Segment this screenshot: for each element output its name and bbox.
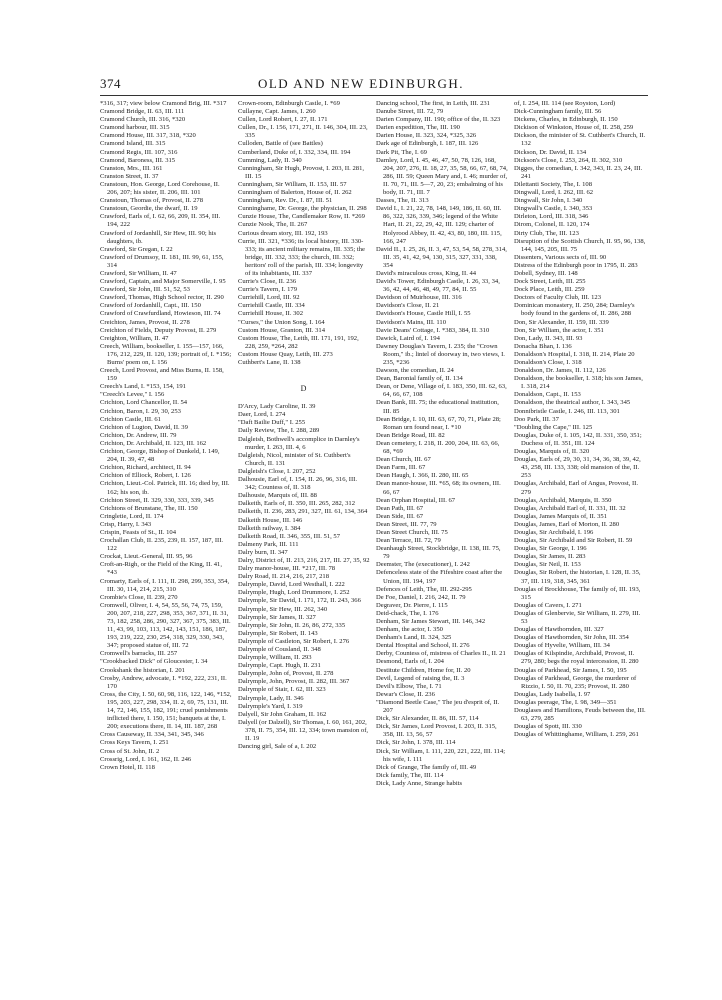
index-entry: Douglas of Whittinghame, William, I. 259, 261 xyxy=(514,731,639,739)
index-entry: Cullayne, Capt. James, I. 260 xyxy=(238,108,316,116)
index-entry: Cranston, Mrs., III. 161 xyxy=(100,164,163,172)
index-entry: Curriehill, Lord, III. 92 xyxy=(238,294,300,302)
index-entry: Dick, Lady Anne, Strange habits xyxy=(376,779,463,787)
index-entry: Douglas of Kilspindie, Archibald, Provost, II. 279, 280; begs the royal intercession, II. 280 xyxy=(514,650,639,666)
index-entry: Dalkeith House, III. 146 xyxy=(238,516,303,524)
index-entry: Crawford, Thomas, High School rector, II. 290 xyxy=(100,294,224,302)
index-entry: Danube Street, III. 72, 79 xyxy=(376,108,444,116)
index-entry: Dean, Baronial family of, II. 134 xyxy=(376,375,463,383)
index-entry: Dental Hospital and School, II. 276 xyxy=(376,642,470,650)
index-entry: Cramond harbour, III. 315 xyxy=(100,124,170,132)
index-entry: Dalrymple of Cousland, II. 348 xyxy=(238,646,321,653)
index-entry: Dalkeith Road, II. 346, 355, III. 51, 57 xyxy=(238,532,341,540)
index-entry: Douglas peerage, The, I. 98, 349—351 xyxy=(514,698,617,706)
index-entry: Dalgleish, Nicol, minister of St. Cuthbert's Church, II. 131 xyxy=(238,451,351,467)
index-entry: Douglas of Glenbervie, Sir William, II. 279, III. 53 xyxy=(514,609,641,625)
index-entry: Cullen, Lord Robert, I. 27, II. 171 xyxy=(238,116,328,124)
index-entry: of, I. 254, III. 114 (see Royston, Lord) xyxy=(514,100,616,107)
index-entry: Cramond Church, III. 316, *320 xyxy=(100,116,186,124)
index-entry: Dalgleish, Bothwell's accomplice in Darnley's murder, I. 263, III. 4, 6 xyxy=(238,435,360,451)
index-entry: Dark age of Edinburgh, I. 187, III. 126 xyxy=(376,140,479,148)
index-entry: "Crookbacked Dick" of Gloucester, I. 34 xyxy=(100,658,208,666)
index-entry: Dissenters, Various sects of, III. 90 xyxy=(514,253,607,261)
index-entry: Dean Orphan Hospital, III. 67 xyxy=(376,496,456,504)
index-entry: Disruption of the Scottish Church, II. 95, 96, 138, 144, 145, 205, III. 75 xyxy=(514,237,646,253)
index-column-1 xyxy=(100,100,232,980)
index-entry: Dean cemetery, I. 218, II. 200, 204, III. 63, 66, 68, *69 xyxy=(376,439,500,456)
index-column-3 xyxy=(376,100,508,980)
index-entry: Dalry, District of, II. 213, 216, 217, III. 27, 35, 92 xyxy=(238,556,370,564)
running-title: OLD AND NEW EDINBURGH. xyxy=(257,76,465,91)
index-entry: Deemster, The (executioner), I. 242 xyxy=(376,561,470,569)
index-entry: Crichton, Richard, architect, II. 94 xyxy=(100,464,191,472)
index-entry: Culloden, Battle of (see Battles) xyxy=(238,140,323,148)
index-entry: Dalrymple of Stair, I. 62, III. 323 xyxy=(238,686,326,694)
index-entry: Dalrymple, Capt. Hugh, II. 231 xyxy=(238,662,321,670)
index-entry: Douglas, Duke of, I. 105, 142, II. 331, 350, 351; Duchess of, II. 351, III. 124 xyxy=(514,431,642,447)
index-entry: Davie Deans' Cottage, I. *383, 384, II. 310 xyxy=(376,326,490,334)
index-entry: Donaldson, the theatrical author, I. 343, 345 xyxy=(514,399,631,407)
index-entry: Cramond Island, III. 315 xyxy=(100,140,166,148)
index-entry: Darien House, II. 323, 324, *325, 326 xyxy=(376,132,477,140)
index-entry: Dalrymple, John of, Provost, II. 278 xyxy=(238,670,334,678)
index-entry: Dick family, The, III. 114 xyxy=(376,771,444,779)
index-entry: Curriehill House, II. 302 xyxy=(238,310,304,318)
index-entry: Dawson, the comedian, II. 24 xyxy=(376,367,454,375)
index-entry: Douglas of Cavers, I. 271 xyxy=(514,601,582,609)
index-entry: Dalrymple, Sir David, I. 171, 172, II. 243, 366 xyxy=(238,597,361,605)
index-entry: Douglas, Archibald Earl of, II. 331, III. 32 xyxy=(514,504,626,512)
index-entry: Cranstoun, Hon. George, Lord Corehouse, II. 206, 207; his sister, II. 206, III. 101 xyxy=(100,180,220,197)
index-entry: Dick-Cunningham family, III. 56 xyxy=(514,108,602,116)
index-entry: Currie, III. 321, *336; its local history, III. 330-333; its ancient military remains, III. 335; the bridge, III. 332, 333; the church, III. 332; heritors' roll of the parish, III. 334; longevity of its inhabitants, III. 337 xyxy=(238,237,365,277)
section-letter-heading: D xyxy=(300,384,308,394)
index-entry: Daer, Lord, I. 274 xyxy=(238,411,286,419)
index-entry: Crochallan Club, II. 235, 239, II. 157, 187, III. 122 xyxy=(100,537,224,553)
index-entry: Dean Haugh, I. 366, II. 280, III. 65 xyxy=(376,472,469,480)
index-entry: Dalrymple, Sir John, II. 26, 86, 272, 335 xyxy=(238,621,346,629)
index-entry: David II., I. 25, 26, II. 3, 47, 53, 54, 58, 278, 314, III. 35, 41, 42, 94, 130, 315, 327, 331, 338, 354 xyxy=(376,245,507,269)
index-entry: Douglas of Parkhead, Sir James, I. 50, 195 xyxy=(514,666,627,674)
index-entry: Dick, Sir William, I. 111, 220, 221, 222, III. 114; his wife, I. 111 xyxy=(376,747,506,763)
index-entry: Douglas, Sir Archibald and Sir Robert, II. 59 xyxy=(514,537,633,545)
index-entry: Dingwall's Castle, I. 340, 353 xyxy=(514,205,593,213)
index-entry: Dean Street, III. 77, 79 xyxy=(376,520,437,528)
index-entry: Digges, the comedian, I. 342, 343, II. 23, 24, III. 241 xyxy=(514,164,643,180)
index-entry: Dingwall, Lord, I. 262, III. 62 xyxy=(514,189,594,197)
index-entry: Crichton, Lieut.-Col. Patrick, III. 16; died by, III. 162; his son, ib. xyxy=(100,480,230,496)
index-entry: Dean manor-house, III. *65, 68; its owners, III. 66, 67 xyxy=(376,480,501,496)
index-entry: Custom House Quay, Leith, III. 273 xyxy=(238,350,333,358)
index-entry: Crichton of Elliock, Robert, I. 126 xyxy=(100,472,191,480)
index-entry: Cumming, Lady, II. 340 xyxy=(238,156,302,164)
index-entry: Dalyell (or Dalzell), Sir Thomas, I. 60, 161, 202, 378, II. 75, 354, III. 12, 334; town mansion of, II. 19 xyxy=(238,718,369,743)
index-entry: Darien Company, III. 190; office of the, II. 323 xyxy=(376,116,501,124)
index-entry: Dalry burn, II. 347 xyxy=(238,548,288,556)
index-entry: Creighton, William, II. 47 xyxy=(100,334,169,342)
index-entry: Dilettanti Society, The, I. 108 xyxy=(514,180,593,188)
index-entry: Dean Farm, III. 67 xyxy=(376,464,426,472)
index-entry: Dock Street, Leith, III. 255 xyxy=(514,278,586,286)
index-entry: Dalhousie, Earl of, I. 154, II. 26, 96, 316, III. 342; Countess of, II. 318 xyxy=(238,476,358,492)
index-entry: Creech's Land, I. *153, 154, 191 xyxy=(100,383,186,391)
index-entry: Douglas, Archibald, Marquis, II. 350 xyxy=(514,496,612,504)
index-entry: Crawford of Jordanhill, Sir Hew, III. 90; his daughters, ib. xyxy=(100,229,217,245)
index-entry: Douglas, Archibald, Earl of Angus, Provost, II. 279 xyxy=(514,480,638,496)
index-entry: Cross of St. John, II. 2 xyxy=(100,747,160,755)
index-entry: David's miraculous cross, King, II. 44 xyxy=(376,269,477,277)
index-entry: Dick, Sir Alexander, II. 86, III. 57, 114 xyxy=(376,715,479,723)
index-entry: Crichton, Dr. Andrew, III. 79 xyxy=(100,431,177,439)
index-entry: Dirleton, Lord, III. 318, 346 xyxy=(514,213,589,221)
index-entry: Cullen, Dr., I. 156, 171, 271, II. 146, 304, III. 23, 335 xyxy=(238,124,368,140)
index-entry: Dean Bridge, I. 10, III. 63, 67, 70, 71, Plate 28; Roman urn found near, I. *10 xyxy=(376,415,501,431)
index-entry: Distress of the Edinburgh poor in 1795, II. 283 xyxy=(514,261,638,269)
index-entry: Dalkeith, II. 236, 283, 291, 327, III. 61, 134, 364 xyxy=(238,508,368,516)
index-entry: Douglas, Sir Archibald, I. 196 xyxy=(514,528,594,536)
index-entry: Crispin, Feasts of St., II. 104 xyxy=(100,528,177,536)
index-entry: Cramond, Baroness, III. 315 xyxy=(100,156,176,164)
index-entry: Cranstoun, Geordie, the dwarf, II. 19 xyxy=(100,205,198,213)
index-columns xyxy=(100,100,648,980)
index-entry: Douglas, Sir George, I. 196 xyxy=(514,545,587,553)
index-entry: Crichton Street, II. 329, 330, 333, 339, 345 xyxy=(100,496,214,504)
index-entry: Dalyell, Sir John Graham, II. 162 xyxy=(238,710,327,718)
index-entry: Dirom, Colonel, II. 120, 174 xyxy=(514,221,590,229)
index-entry: Davidson's Close, II. 21 xyxy=(376,302,440,310)
index-entry: Donaldson, Dr. James, II. 112, 126 xyxy=(514,367,606,375)
index-entry: Denham, Sir James Stewart, III. 146, 342 xyxy=(376,618,486,625)
index-entry: Crossrig, Lord, I. 161, 162, II. 246 xyxy=(100,755,192,763)
index-entry: Cunninghame, Dr. George, the physician, II. 298 xyxy=(238,205,367,213)
index-entry: Creichton of Fields, Deputy Provost, II. 279 xyxy=(100,326,217,334)
index-entry: Dalgleish's Close, I. 207, 252 xyxy=(238,467,316,475)
index-entry: Currie's Tavern, I. 179 xyxy=(238,286,298,294)
index-entry: Currie's Close, II. 236 xyxy=(238,278,297,286)
index-entry: Donaldson's Close, I. 318 xyxy=(514,359,582,366)
index-entry: Crookshank the historian, I. 201 xyxy=(100,666,185,674)
index-entry: Dickens, Charles, in Edinburgh, II. 150 xyxy=(514,116,618,124)
index-entry: Crown-room, Edinburgh Castle, I. *69 xyxy=(238,100,340,107)
index-entry: Deid-chack, The, I. 176 xyxy=(376,609,439,617)
index-entry: Cramond Bridge, II. 63, III. 111 xyxy=(100,108,185,116)
index-column-4 xyxy=(514,100,646,980)
index-entry: Dalry Road, II. 214, 216, 217, 218 xyxy=(238,573,330,581)
index-entry: Cumberland, Duke of, I. 332, 334, III. 194 xyxy=(238,148,351,156)
index-entry: Dick, Sir James, Lord Provost, I. 203, II. 315, 358, III. 13, 56, 57 xyxy=(376,723,497,739)
index-entry: Creech, William, bookseller, I. 155—157, 166, 176, 212, 229, II. 120, 139; portrait of, I. *156; Burns' poem on, I. 156 xyxy=(100,342,232,366)
index-entry: Dalrymple, Sir Robert, II. 143 xyxy=(238,629,318,637)
index-entry: Cramond Regis, III. 107, 316 xyxy=(100,148,178,156)
index-entry: Crichton, Baron, I. 29, 30, 253 xyxy=(100,407,181,415)
index-entry: Dirty Club, The, III. 123 xyxy=(514,229,579,237)
index-entry: Dewar's Close, II. 236 xyxy=(376,690,435,698)
index-entry: Crombie's Close, II. 239, 270 xyxy=(100,593,178,601)
index-entry: David's Tower, Edinburgh Castle, I. 26, 33, 34, 36, 42, 44, 46, 48, 49, 77, 84, II. 55 xyxy=(376,278,500,294)
index-entry: Crisp, Harry, I. 343 xyxy=(100,520,152,528)
header-rule xyxy=(100,95,648,96)
index-entry: Douglas, James Marquis of, II. 351 xyxy=(514,512,608,520)
index-entry: Donacha Bhan, I. 136 xyxy=(514,342,572,350)
index-entry: Crichtons of Brunstane, The, III. 150 xyxy=(100,504,198,512)
index-entry: Desmond, Earls of, I. 204 xyxy=(376,658,444,666)
index-entry: Dancing school, The first, in Leith, III. 231 xyxy=(376,100,490,107)
index-entry: Crichton, Lord Chancellor, II. 54 xyxy=(100,399,188,407)
index-entry: Dean Side, III. 67 xyxy=(376,512,424,520)
page-number: 374 xyxy=(100,76,121,91)
index-entry: Destitute Children, Home for, II. 20 xyxy=(376,666,471,674)
index-entry: Crawford, Sir Gregan, I. 22 xyxy=(100,245,173,253)
index-entry: Dalkeith, Earls of, II. 350, III. 265, 282, 312 xyxy=(238,500,356,508)
index-entry: Dominican monastery, II. 250, 284; Darnley's body found in the gardens of, II. 286, 288 xyxy=(514,302,635,318)
index-entry: Cunningham, Sir Hugh, Provost, I. 203, II. 281, III. 15 xyxy=(238,164,365,180)
index-entry: Donaldson's Hospital, I. 318, II. 214, Plate 20 xyxy=(514,350,635,358)
index-entry: Dalkeith railway, I. 384 xyxy=(238,524,301,532)
index-entry: Doo Park, III. 37 xyxy=(514,415,559,423)
index-entry: Dalrymple of Castleton, Sir Robert, I. 276 xyxy=(238,637,350,645)
index-entry: Dick of Grange, The family of, III. 49 xyxy=(376,763,477,771)
index-entry: Cunningham of Balerton, House of, II. 262 xyxy=(238,189,352,197)
index-entry: Dickson, Dr. David, II. 134 xyxy=(514,148,587,156)
index-entry: Dickison of Winkston, House of, II. 258, 259 xyxy=(514,124,634,132)
index-entry: Douglas, Sir Robert, the historian, I. 128, II. 35, 37, III. 119, 318, 345, 361 xyxy=(514,569,641,585)
index-entry: Douglas of Brockhouse, The family of, III. 193, 315 xyxy=(514,585,641,601)
index-entry: Dean Street Church, III. 75 xyxy=(376,528,448,536)
index-entry: Crawford, Earls of, I. 62, 66, 209, II. 354, III. 194, 222 xyxy=(100,213,221,229)
index-entry: Dalrymple's Yard, I. 319 xyxy=(238,702,303,710)
index-entry: Dean, or Dene, Village of, I. 183, 350, III. 62, 63, 64, 66, 67, 108 xyxy=(376,383,507,399)
index-entry: Custom House, Granton, III. 314 xyxy=(238,326,325,334)
index-entry: Douglas of Parkhead, George, the murderer of Rizzio, I. 50, II. 70, 235; Provost, II. 280 xyxy=(514,674,637,690)
index-entry: Custom House, The, Leith, III. 171, 191, 192, 228, 259, *264, 282 xyxy=(238,334,359,350)
index-entry: Douglas, James, Earl of Morton, II. 280 xyxy=(514,520,620,528)
index-entry: Derby, Countess of, mistress of Charles II., II. 21 xyxy=(376,650,506,658)
index-entry: De Foe, Daniel, I. 216, 242, II. 79 xyxy=(376,593,466,601)
index-entry: Don, Lady, II. 343, III. 93 xyxy=(514,334,583,342)
index-entry: Cross, the City, I. 50, 60, 98, 116, 122, 146, *152, 195, 203, 227, 298, 334, II. 2, 69, 75, 131, III. 14, 72, 146, 155, 182, 191; cruel punishments inflicted there, I. 150, 151; banquets at the, I. 200; executions there, II. 14, III. 187, 268 xyxy=(100,690,232,731)
index-entry: Degraver, Dr. Pierre, I. 115 xyxy=(376,601,448,609)
index-entry: Dalry manor-house, III. *217, III. 78 xyxy=(238,565,336,573)
index-entry: Dean Bridge Road, III. 82 xyxy=(376,431,445,439)
index-entry: Defences of Leith, The, III. 292-295 xyxy=(376,585,472,593)
index-entry: Cromwell, Oliver, I. 4, 54, 55, 56, 74, 75, 159, 200, 207, 218, 227, 298, 353, 367, 371, II. 31, 73, 182, 258, 286, 290, 327, 367, 375, 383, III. 11, 43, 99, 103, 113, 142, 143, 151, 186, 187, 193, 219, 222, 230, 254, 318, 329, 330, 343, 347; proposed statue of, III. 72 xyxy=(100,601,231,650)
index-entry: Dock Place, Leith, III. 259 xyxy=(514,286,585,294)
index-entry: D'Arcy, Lady Caroline, II. 39 xyxy=(238,403,316,411)
index-entry: Crawford, Sir William, II. 47 xyxy=(100,269,177,277)
index-entry: Crown Hotel, II. 118 xyxy=(100,763,155,771)
index-entry: Devil, Legend of raising the, II. 3 xyxy=(376,674,465,682)
index-entry: Dingwall, Sir John, I. 340 xyxy=(514,197,583,205)
index-entry: Dalrymple, William, II. 293 xyxy=(238,654,312,662)
index-entry: *316, 317; view below Cramond Brig, III. *317 xyxy=(100,100,227,107)
index-entry: Dalrymple, Hugh, Lord Drummore, I. 252 xyxy=(238,589,350,597)
index-entry: Devil's Elbow, The, I. 71 xyxy=(376,682,442,690)
index-entry: "Doubling the Cape," III. 125 xyxy=(514,423,593,431)
index-entry: Crichton Castle, III. 61 xyxy=(100,415,161,423)
index-entry: Crichton of Lugton, David, II. 39 xyxy=(100,423,188,431)
index-entry: Crichton, George, Bishop of Dunkeld, I. 149, 204, II. 39, 47, 48 xyxy=(100,448,220,464)
index-entry: Crawford, Sir John, III. 51, 52, 53 xyxy=(100,286,190,294)
index-entry: Dickson's Close, I. 253, 264, II. 302, 310 xyxy=(514,156,623,164)
index-entry: Dalrymple, David, Lord Westhall, I. 222 xyxy=(238,581,345,589)
index-entry: Cranstoun, Thomas of, Provost, II. 278 xyxy=(100,197,203,205)
index-entry: Cromwell's barracks, III. 257 xyxy=(100,650,178,658)
index-entry: Cross Causeway, II. 334, 341, 345, 346 xyxy=(100,731,204,739)
index-entry: Dalrymple, Sir Hew, III. 262, 340 xyxy=(238,605,328,613)
index-entry: Donnibristle Castle, I. 246, III. 113, 301 xyxy=(514,407,620,415)
index-entry: Doctors of Faculty Club, III. 123 xyxy=(514,294,601,302)
index-entry: Dean Terrace, III. 72, 79 xyxy=(376,537,441,545)
index-entry: Cuthbert's Lane, II. 138 xyxy=(238,359,301,366)
index-entry: Darnley, Lord, I. 45, 46, 47, 50, 78, 126, 168, 204, 207, 276, II. 18, 27, 35, 58, 66, 67, 68, 74, 286, III. 59; Queen Mary and, I. 46; murder of, II. 70, 71, III. 5—7, 20, 23; embalming of his body, II. 71, III. 7 xyxy=(376,156,508,197)
index-entry: "Daft Bailie Duff," I. 255 xyxy=(238,419,306,427)
index-entry: Creech, Lord Provost, and Miss Burns, II. 158, 159 xyxy=(100,367,224,383)
index-entry: Douglas, Lady Isabella, I. 97 xyxy=(514,690,591,698)
index-entry: Creichton, James, Provost, II. 278 xyxy=(100,318,190,326)
index-entry: Daily Review, The, I. 288, 289 xyxy=(238,427,320,435)
index-entry: Douglas, Marquis of, II. 320 xyxy=(514,448,590,456)
index-entry: Dick, Sir John, I. 378, III. 114 xyxy=(376,739,456,747)
index-entry: Dalrymple, Lady, II. 346 xyxy=(238,694,304,702)
index-column-2 xyxy=(238,100,370,980)
index-entry: Cromarty, Earls of, I. 111, II. 298, 299, 353, 354, III. 30, 114, 214, 215, 310 xyxy=(100,577,230,593)
index-entry: Crawford of Crawfurdland, Howieson, III. 74 xyxy=(100,310,221,318)
index-entry: Don, Sir William, the actor, I. 351 xyxy=(514,326,604,334)
index-entry: Cunningham, Rev. Dr., I. 87, III. 51 xyxy=(238,197,333,205)
index-entry: Crockat, Lieut.-General, III. 95, 96 xyxy=(100,553,193,561)
index-entry: Cranston Street, II. 37 xyxy=(100,172,159,180)
index-entry: "Diamond Beetle Case," The jeu d'esprit of, II. 207 xyxy=(376,698,500,715)
index-entry: Croft-an-Righ, or the Field of the King, II. 41, *43 xyxy=(100,561,222,577)
index-entry: "Creech's Levee," I. 156 xyxy=(100,391,165,399)
index-entry: Douglases and Hamiltons, Feuds between the, III. 63, 279, 285 xyxy=(514,707,646,723)
index-entry: Crawford of Jordanhill, Capt., III. 150 xyxy=(100,302,201,310)
index-entry: Davidson of Muirhouse, III. 316 xyxy=(376,294,462,302)
index-entry: Curriehill Castle, III. 334 xyxy=(238,302,305,310)
index-entry: Dobell, Sydney, III. 148 xyxy=(514,269,578,277)
index-entry: Douglas of Hyvelie, William, III. 34 xyxy=(514,642,610,650)
index-entry: Dickson, the minister of St. Cuthbert's Church, II. 132 xyxy=(514,132,646,148)
index-entry: Donaldson, the bookseller, I. 318; his son James, I. 318, 214 xyxy=(514,375,643,391)
index-entry: Douglas, Sir Neil, II. 153 xyxy=(514,561,581,569)
index-entry: Dasses, The, II. 313 xyxy=(376,197,429,205)
index-entry: "Curses," the Union Song, I. 164 xyxy=(238,318,325,326)
index-entry: Dalmeny Park, III. 111 xyxy=(238,540,299,548)
index-entry: Cunningham, Sir William, II. 153, III. 57 xyxy=(238,180,347,188)
index-entry: Davidson's House, Castle Hill, I. 55 xyxy=(376,310,471,318)
index-entry: Davidson's Mains, III. 110 xyxy=(376,318,446,326)
index-entry: Dalhousie, Marquis of, III. 88 xyxy=(238,492,317,500)
index-entry: Dean Church, III. 67 xyxy=(376,456,431,464)
index-entry: Cringletie, Lord, II. 174 xyxy=(100,512,164,520)
index-entry: Curious dream story, III. 192, 193 xyxy=(238,229,328,237)
index-entry: Defenceless state of the Fifeshire coast after the Union, III. 194, 197 xyxy=(376,569,503,585)
index-entry: Douglas, Earls of, 29, 30, 31, 34, 36, 38, 39, 42, 43, 258, III. 133, 338; old mansion of the, II. 253 xyxy=(514,456,641,480)
index-entry: Cramond House, III. 317, 318, *320 xyxy=(100,132,196,140)
index-entry: Don, Sir Alexander, II. 159, III. 339 xyxy=(514,318,609,326)
index-entry: Crawford of Drumsoy, II. 181, III. 99, 61, 155, 314 xyxy=(100,253,224,269)
index-entry: Darien expedition, The, III. 190 xyxy=(376,124,460,132)
index-entry: Dawney Douglas's Tavern, I. 235; the "Crown Room," ib.; lintel of doorway in, two views, I. 235, *236 xyxy=(376,342,505,366)
index-entry: Douglas of Hawthornden, Sir John, III. 354 xyxy=(514,634,629,642)
index-entry: Douglas of Hawthornden, III. 327 xyxy=(514,626,604,634)
index-entry: Dark Pit, The, I. 69 xyxy=(376,148,427,156)
index-entry: Dean Path, III. 67 xyxy=(376,504,424,512)
index-entry: Deanhaugh Street, Stockbridge, II. 138, III. 75, 79 xyxy=(376,545,501,561)
index-entry: David I., I. 21, 22, 78, 148, 149, 186, II. 60, III. 86, 322, 326, 339, 346; legend of the White Hart, II. 21, 22, 29, 42, III. 129; charter of Holyrood Abbey, II. 42, 43, 80, 180, III. 115, 166, 247 xyxy=(376,205,502,245)
index-entry: Douglas of Spott, III. 330 xyxy=(514,723,582,731)
index-entry: Dalrymple, John, Provost, II. 282, III. 367 xyxy=(238,678,350,686)
index-entry: Denham's Land, II. 324, 325 xyxy=(376,634,452,642)
index-entry: Denham, the actor, I. 350 xyxy=(376,626,443,634)
index-entry: Crosby, Andrew, advocate, I. *192, 222, 231, II. 170 xyxy=(100,674,227,690)
index-entry: Dancing girl, Sale of a, I. 202 xyxy=(238,743,317,751)
index-entry: Crawford, Captain, and Major Somerville, I. 95 xyxy=(100,278,226,286)
index-entry: Crichton, Dr. Archibald, II. 123, III. 162 xyxy=(100,439,207,447)
index-entry: Cross Keys Tavern, I. 251 xyxy=(100,739,169,747)
index-entry: Dawick, Laird of, I. 194 xyxy=(376,334,440,342)
index-entry: Douglas, Sir James, II. 283 xyxy=(514,553,586,561)
index-entry: Dalrymple, Sir James, II. 327 xyxy=(238,613,316,621)
index-entry: Donaldson, Capt., II. 153 xyxy=(514,391,581,399)
index-entry: Cunzie House, The, Candlemaker Row, II. *269 xyxy=(238,213,365,221)
index-entry: Cunzie Nook, The, II. 267 xyxy=(238,221,308,229)
index-entry: Dean Bank, III. 75; the educational institution, III. 85 xyxy=(376,399,499,415)
